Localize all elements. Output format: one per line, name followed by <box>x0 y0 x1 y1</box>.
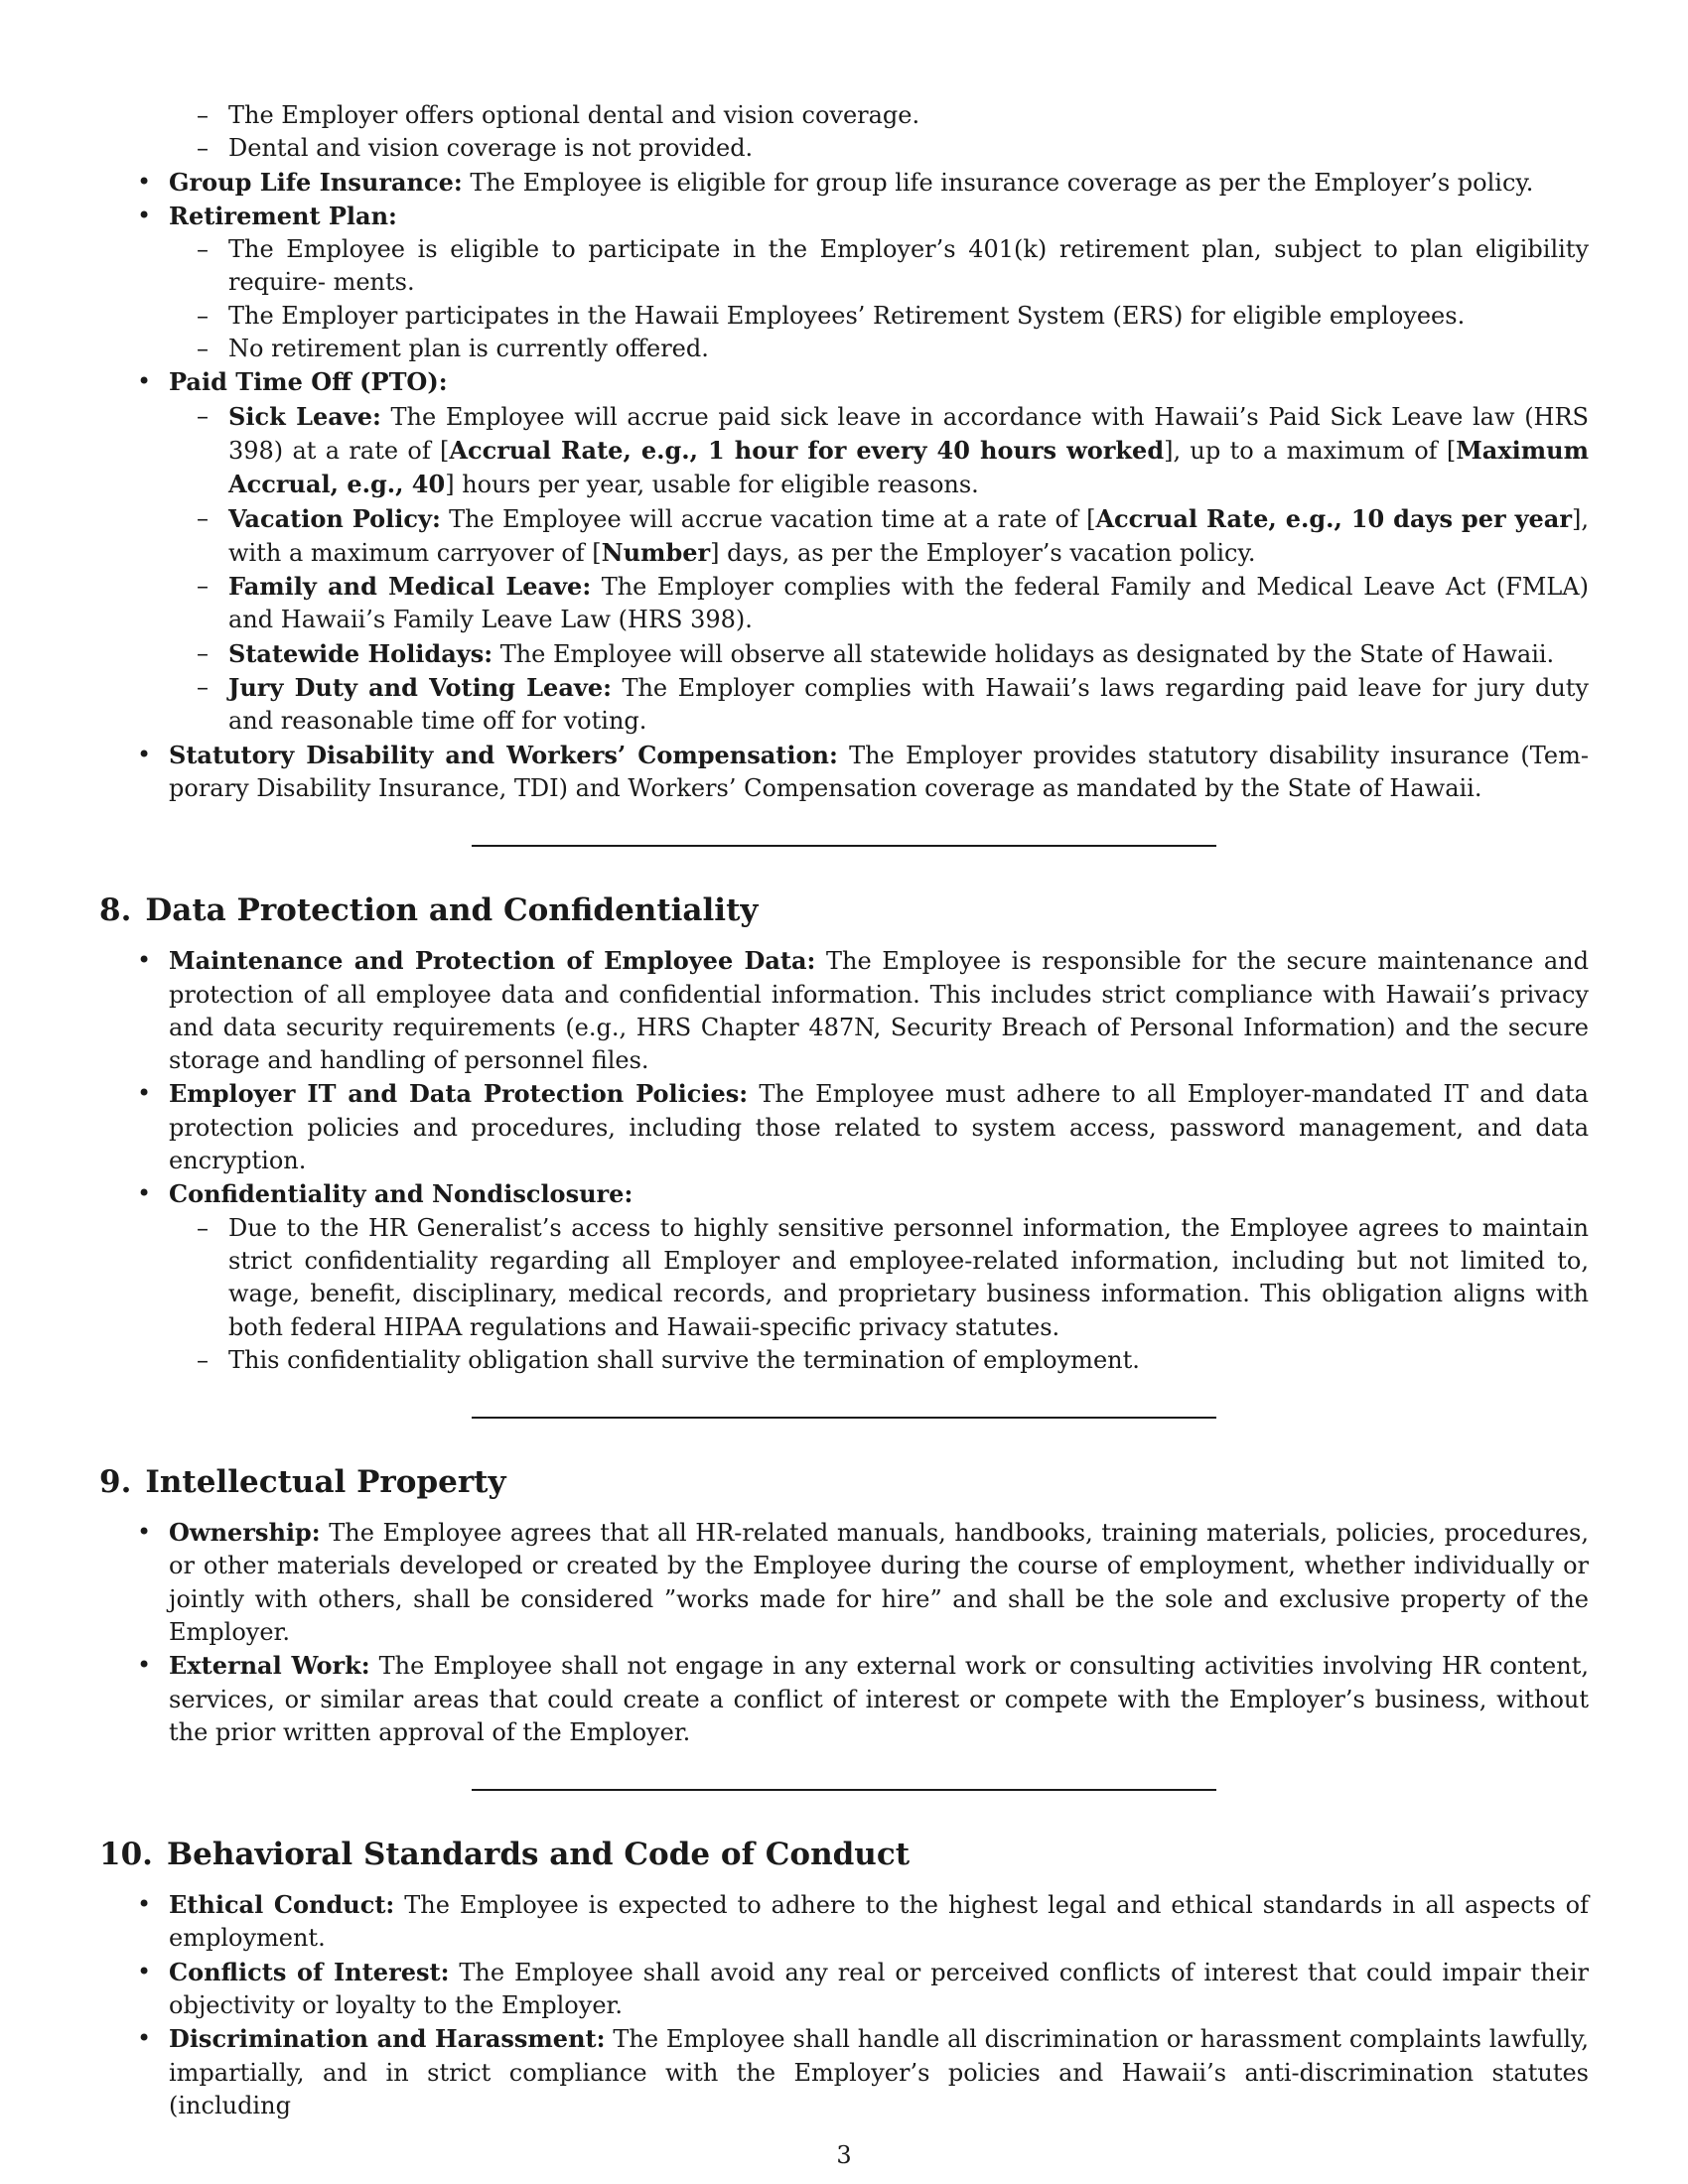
item-text: The Employee is responsible for the secure maintenance and protection of all employee data and confidential information. This includes strict compliance with Hawaii’s privacy and data security requirements (e.g., HRS Chapter 487N, Security Breach of Personal Information) and the secure storage and handling of personnel files. <box>169 947 1590 1075</box>
retirement-option-2: – The Employer participates in the Hawaii Employees’ Retirement System (ERS) for eligible employees. <box>99 300 1589 333</box>
page-number: 3 <box>836 2141 852 2169</box>
section-10-number: 10. <box>99 1837 153 1873</box>
item-label: Employer IT and Data Protection Policies: <box>169 1079 749 1109</box>
item-text: The Employee shall not engage in any external work or consulting activities involving HR content, services, or similar areas that could create a conflict of interest or compete with the Employer’s business, without the prior written approval of the Employer. <box>169 1652 1589 1746</box>
section-8-list <box>99 944 1589 1377</box>
item-text: The Employee shall avoid any real or perceived conflicts of interest that could impair their objectivity or loyalty to the Employer. <box>169 1958 1590 2020</box>
sick-leave-text: ], up to a maximum of [ <box>1164 436 1457 465</box>
section-10-list <box>99 1888 1589 2122</box>
vacation-accrual-placeholder: Accrual Rate, e.g., 10 days per year <box>1095 503 1572 533</box>
sick-leave-item <box>99 400 1589 502</box>
section-10-item <box>99 2022 1589 2122</box>
confidentiality-item <box>99 1177 1589 1211</box>
item-text: The Employee must adhere to all Employer-mandated IT and data protection policies and procedures, including those related to system access, password management, and data encryption. <box>169 1080 1589 1175</box>
fmla-text: The Employer complies with the federal Family and Medical Leave Act (FMLA) and Hawaii’s Family Leave Law (HRS 398). <box>228 573 1590 634</box>
section-9-heading <box>99 1462 1589 1502</box>
section-9-title: Intellectual Property <box>145 1464 506 1501</box>
jury-duty-label: Jury Duty and Voting Leave: <box>228 673 612 703</box>
vacation-number-placeholder: Number <box>601 537 711 567</box>
section-8-item <box>99 1077 1589 1177</box>
dental-option-1: – The Employer offers optional dental and vision coverage. <box>99 99 1589 132</box>
holidays-text: The Employee will observe all statewide holidays as designated by the State of Hawaii. <box>492 639 1555 668</box>
section-divider <box>472 1417 1216 1419</box>
pto-item <box>99 365 1589 399</box>
section-divider <box>472 845 1216 847</box>
sick-max-placeholder: Maximum Accrual, e.g., 40 <box>228 435 1590 499</box>
item-label: Ownership: <box>169 1518 321 1548</box>
confidentiality-subitem: – This confidentiality obligation shall survive the termination of employment. <box>99 1344 1589 1377</box>
retirement-item <box>99 200 1589 233</box>
holidays-label: Statewide Holidays: <box>228 638 493 668</box>
item-label: Maintenance and Protection of Employee Data: <box>169 946 816 976</box>
tdi-label: Statutory Disability and Workers’ Compensation: <box>169 740 838 769</box>
tdi-text: The Employer provides statutory disability insurance (Tem- porary Disability Insurance, TDI) and Workers’ Compensation coverage as mandated by the State of Hawaii. <box>169 741 1589 802</box>
section-10-title: Behavioral Standards and Code of Conduct <box>166 1837 911 1873</box>
section-9-number: 9. <box>99 1464 132 1501</box>
section-9-item <box>99 1516 1589 1649</box>
vacation-text: ], with a maximum carryover of [ <box>228 504 1589 567</box>
jury-duty-text: The Employer complies with Hawaii’s laws regarding paid leave for jury duty and reasonable time off for voting. <box>228 674 1589 736</box>
tdi-item <box>99 739 1589 806</box>
section-9-list <box>99 1516 1589 1749</box>
retirement-option-1: – The Employee is eligible to participate in the Employer’s 401(k) retirement plan, subject to plan eligibility require- ments. <box>99 233 1589 300</box>
section-8-item <box>99 944 1589 1077</box>
confidentiality-subitem: – Due to the HR Generalist’s access to highly sensitive personnel information, the Employee agrees to maintain strict confidentiality regarding all Employer and employee-related information, including but not limited to, wage, benefit, disciplinary, medical records, and proprietary business information. This obligation aligns with both federal HIPAA regulations and Hawaii-specific privacy statutes. <box>99 1212 1589 1344</box>
section-10-item <box>99 1888 1589 1956</box>
item-label: Discrimination and Harassment: <box>169 2024 606 2054</box>
item-text: The Employee is expected to adhere to the highest legal and ethical standards in all aspects of employment. <box>169 1891 1590 1953</box>
benefits-list <box>99 99 1589 805</box>
vacation-item <box>99 502 1589 571</box>
section-divider <box>472 1789 1216 1791</box>
fmla-label: Family and Medical Leave: <box>228 572 592 602</box>
section-9-item <box>99 1649 1589 1749</box>
confidentiality-label: Confidentiality and Nondisclosure: <box>169 1179 633 1209</box>
section-8-title: Data Protection and Confidentiality <box>145 892 759 929</box>
group-life-text: The Employee is eligible for group life insurance coverage as per the Employer’s policy. <box>462 168 1534 197</box>
item-label: External Work: <box>169 1651 370 1681</box>
sick-leave-text: ] hours per year, usable for eligible reasons. <box>445 471 979 499</box>
jury-duty-item <box>99 671 1589 739</box>
holidays-item <box>99 637 1589 671</box>
section-8-heading <box>99 890 1589 930</box>
item-text: The Employee agrees that all HR-related manuals, handbooks, training materials, policies, procedures, or other materials developed or created by the Employee during the course of employment, whether individually or jointly with others, shall be considered ”works made for hire” and shall be the sole and exclusive property of the Employer. <box>169 1519 1589 1646</box>
item-label: Ethical Conduct: <box>169 1890 395 1920</box>
fmla-item <box>99 570 1589 637</box>
item-text: The Employee shall handle all discrimination or harassment complaints lawfully, impartially, and in strict compliance with the Employer’s policies and Hawaii’s anti-discrimination statutes (including <box>169 2025 1590 2119</box>
dental-option-2: – Dental and vision coverage is not provided. <box>99 132 1589 165</box>
retirement-label: Retirement Plan: <box>169 201 397 230</box>
sick-leave-text: The Employee will accrue paid sick leave in accordance with Hawaii’s Paid Sick Leave law (HRS 398) at a rate of [ <box>228 402 1589 465</box>
sick-leave-label: Sick Leave: <box>228 401 381 431</box>
group-life-label: Group Life Insurance: <box>169 167 463 197</box>
vacation-label: Vacation Policy: <box>228 503 441 533</box>
section-10-item <box>99 1956 1589 2023</box>
vacation-text: ] days, as per the Employer’s vacation policy. <box>710 538 1256 567</box>
sick-accrual-placeholder: Accrual Rate, e.g., 1 hour for every 40 hours worked <box>449 435 1165 465</box>
pto-label: Paid Time Off (PTO): <box>169 367 448 397</box>
retirement-option-3: – No retirement plan is currently offered. <box>99 333 1589 365</box>
vacation-text: The Employee will accrue vacation time at a rate of [ <box>440 504 1096 533</box>
item-label: Conflicts of Interest: <box>169 1957 450 1986</box>
section-8-number: 8. <box>99 892 132 929</box>
group-life-item <box>99 166 1589 200</box>
section-10-heading <box>99 1835 1589 1874</box>
page-content <box>99 99 1589 2122</box>
